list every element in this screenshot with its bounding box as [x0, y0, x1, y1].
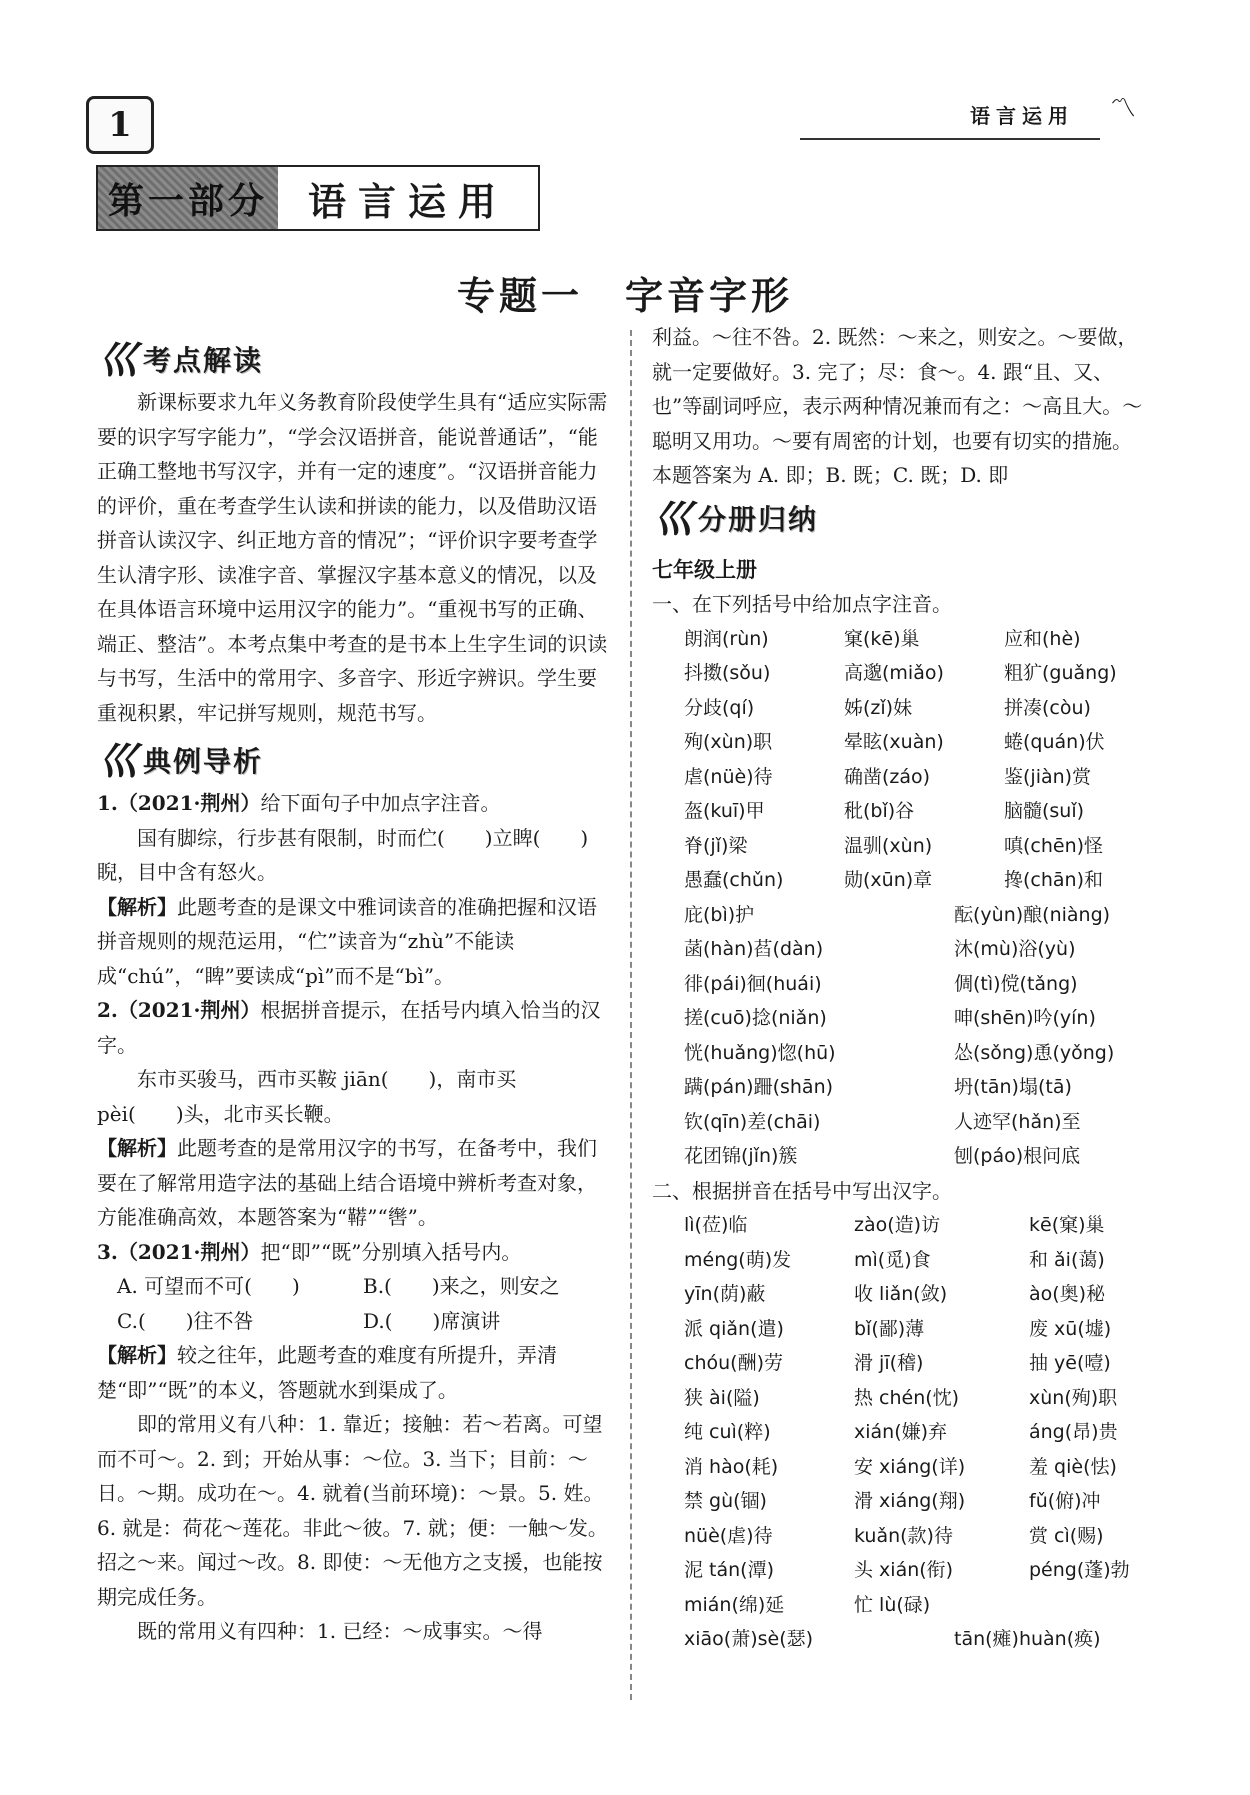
vocab-item: zào(造)访 [854, 1214, 941, 1236]
q2-word-grid-wide [652, 1622, 1157, 1657]
vocab-item: 滑 xiáng(翔) [854, 1490, 966, 1512]
part-title: 语言运用 [307, 178, 508, 224]
vocab-item: 分歧(qí) [684, 696, 755, 719]
vocab-item: mián(绵)延 [684, 1593, 785, 1616]
part-label: 第一部分 [98, 167, 278, 229]
vocab-item: 拼凑(còu) [1004, 696, 1091, 719]
vocab-item: 禁 gù(锢) [684, 1490, 767, 1512]
vocab-item: 脑髓(suǐ) [1004, 800, 1085, 822]
vocab-item: ào(奥)秘 [1029, 1283, 1106, 1305]
vocab-item: kē(窠)巢 [1029, 1214, 1105, 1236]
example-3-options-ab: A. 可望而不可( ) B.( )来之，则安之 [117, 1274, 560, 1298]
vocab-item: 泥 tán(潭) [684, 1559, 774, 1581]
vocab-item: xiāo(萧)sè(瑟) [684, 1628, 814, 1650]
vocab-item: 收 liǎn(敛) [854, 1283, 948, 1305]
q1-word-grid [652, 622, 1157, 898]
example-3-answer: 本题答案为 A. 即；B. 既；C. 既；D. 即 [652, 463, 1009, 487]
vocab-item: 安 xiáng(详) [854, 1455, 966, 1478]
vocab-item: 姊(zǐ)妹 [844, 696, 913, 719]
vocab-item: 废 xū(墟) [1029, 1317, 1112, 1340]
vocab-item: 呻(shēn)吟(yín) [954, 1007, 1096, 1029]
ji-meaning: 即的常用义有八种：1. 靠近；接触：若～若离。可望而不可～。2. 到；开始从事：～位。3. 当下；目前：～日。～期。成功在～。4. 就着(当前环境)：～景。5. 姓。6. 就是：荷花～莲花。非此～彼。7. 就；便：一触～发。招之～来。闻过～改。8. 即使：～无他方之支援，也能按期完成任务。 [97, 1412, 608, 1609]
vocab-item: 蹒(pán)跚(shān) [684, 1076, 834, 1098]
example-1-sentence: 国有脚综，行步甚有限制，时而伫( )立睥( )睨，目中含有怒火。 [97, 825, 589, 884]
vocab-item: 虐(nüè)待 [684, 765, 773, 788]
vocab-item: 殉(xùn)职 [684, 731, 773, 753]
vocab-item: 盔(kuī)甲 [684, 800, 765, 822]
vocab-item: 蜷(quán)伏 [1004, 731, 1105, 753]
vocab-item: 确凿(záo) [844, 765, 931, 788]
vocab-item: 嗔(chēn)怪 [1004, 834, 1104, 857]
header-rule [800, 138, 1100, 140]
vocab-item: 人迹罕(hǎn)至 [954, 1110, 1081, 1133]
vocab-item: 菡(hàn)萏(dàn) [684, 938, 824, 960]
section-header-fence: 巛 分册归纳 [652, 496, 819, 544]
vocab-item: 酝(yùn)酿(niàng) [954, 903, 1111, 926]
example-2-question: 2.（2021·荆州）根据拼音提示，在括号内填入恰当的汉字。 [97, 998, 601, 1057]
vocab-item: 派 qiǎn(遣) [684, 1317, 784, 1340]
vocab-item: 坍(tān)塌(tā) [954, 1076, 1072, 1098]
example-2-sentence: 东市买骏马，西市买鞍 jiān( )，南市买 pèi( )头，北市买长鞭。 [97, 1067, 517, 1126]
jiyi-meaning-start: 既的常用义有四种：1. 已经：～成事实。～得 [137, 1619, 543, 1643]
vocab-item: kuǎn(款)待 [854, 1524, 953, 1547]
page-number: 1 [108, 105, 132, 145]
vocab-item: lì(莅)临 [684, 1214, 748, 1236]
vocab-item: 纯 cuì(粹) [684, 1421, 771, 1443]
vocab-item: nüè(虐)待 [684, 1524, 773, 1547]
vocab-item: 粗犷(guǎng) [1004, 662, 1117, 684]
jiyi-meaning-continued: 利益。～往不咎。2. 既然：～来之，则安之。～要做，就一定要做好。3. 完了；尽：食～。4. 跟“且、又、也”等副词呼应，表示两种情况兼而有之：～高且大。～聪明又用功。～要有周密的计划，也要有切实的措施。 [652, 325, 1143, 453]
running-title: 语言运用 [970, 104, 1074, 128]
vocab-item: mì(觅)食 [854, 1248, 931, 1271]
topic-title: 专题一 字音字形 [456, 273, 793, 318]
example-3-options-cd: C.( )往不咎 D.( )席演讲 [117, 1308, 501, 1333]
vocab-item: 滑 jī(稽) [854, 1352, 924, 1374]
vocab-item: 庇(bì)护 [684, 903, 755, 926]
kaodian-paragraph: 新课标要求九年义务教育阶段使学生具有“适应实际需要的识字写字能力”，“学会汉语拼音，能说普通话”，“能正确工整地书写汉字，并有一定的速度”。“汉语拼音能力的评价，重在考查学生认读和拼读的能力，以及借助汉语拼音认读汉字、纠正地方音的情况”；“评价识字要考查学生认清字形、读准字音、掌握汉字基本意义的情况，以及在具体语言环境中运用汉字的能力”。“重视书写的正确、端正、整洁”。本考点集中考查的是书本上生字生词的识读与书写，生活中的常用字、多音字、形近字辨识。学生要重视积累，牢记拼写规则，规范书写。 [97, 390, 608, 725]
vocab-item: 花团锦(jǐn)簇 [684, 1145, 798, 1167]
vocab-item: 秕(bǐ)谷 [844, 800, 915, 822]
vocab-item: 高邈(miǎo) [844, 662, 944, 684]
vocab-item [1029, 1588, 1189, 1623]
question-2-prompt: 二、根据拼音在括号中写出汉字。 [652, 1178, 952, 1203]
vocab-item: 忙 lù(碌) [854, 1593, 931, 1616]
vocab-item: 愚蠢(chǔn) [684, 869, 784, 891]
example-3-question: 3.（2021·荆州）把“即”“既”分别填入括号内。 [97, 1239, 522, 1264]
section-mark-icon: 巛 [652, 496, 692, 544]
section-mark-icon: 巛 [97, 336, 137, 384]
vocab-item: 沐(mù)浴(yù) [954, 938, 1076, 960]
q1-word-grid-wide [652, 898, 1157, 1174]
vocab-item: tān(瘫)huàn(痪) [954, 1628, 1101, 1650]
bird-decoration-icon: 〽 [1110, 94, 1137, 124]
vocab-item: 赏 cì(赐) [1029, 1524, 1104, 1547]
vocab-item: 倜(tì)傥(tǎng) [954, 972, 1078, 995]
vocab-item: péng(蓬)勃 [1029, 1559, 1130, 1581]
vocab-item: 朗润(rùn) [684, 627, 769, 650]
section-header-kaodian: 巛 考点解读 [97, 336, 264, 384]
example-1-question: 1.（2021·荆州）给下面句子中加点字注音。 [97, 791, 501, 815]
example-3-analysis: 【解析】较之往年，此题考查的难度有所提升，弄清楚“即”“既”的本义，答题就水到渠成了。 [97, 1343, 557, 1402]
vocab-item: 热 chén(忱) [854, 1386, 960, 1409]
vocab-item: chóu(酬)劳 [684, 1352, 783, 1374]
vocab-item: 怂(sǒng)恿(yǒng) [954, 1041, 1115, 1064]
vocab-item: fǔ(俯)冲 [1029, 1490, 1101, 1512]
vocab-item: 温驯(xùn) [844, 834, 933, 857]
vocab-item: 窠(kē)巢 [844, 627, 920, 650]
vocab-item: 徘(pái)徊(huái) [684, 972, 822, 995]
right-column [652, 320, 1157, 1657]
section-header-dianli: 巛 典例导析 [97, 737, 264, 785]
vocab-item: 消 hào(耗) [684, 1455, 779, 1478]
vocab-item: 抽 yē(噎) [1029, 1352, 1111, 1374]
vocab-item: 应和(hè) [1004, 627, 1081, 650]
q2-word-grid [652, 1208, 1157, 1622]
vocab-item: 头 xián(衔) [854, 1559, 954, 1581]
vocab-item: xùn(殉)职 [1029, 1386, 1118, 1409]
vocab-item: 羞 qiè(怯) [1029, 1455, 1117, 1478]
vocab-item: 脊(jǐ)梁 [684, 834, 748, 857]
vocab-item: 刨(páo)根问底 [954, 1145, 1081, 1167]
section-mark-icon: 巛 [97, 737, 137, 785]
vocab-item: 鉴(jiàn)赏 [1004, 765, 1092, 788]
vocab-item: 钦(qīn)差(chāi) [684, 1110, 821, 1133]
grade-heading: 七年级上册 [652, 556, 757, 582]
vocab-item: 抖擞(sǒu) [684, 662, 771, 684]
question-1-prompt: 一、在下列括号中给加点字注音。 [652, 592, 952, 616]
vocab-item: 搀(chān)和 [1004, 869, 1103, 891]
vocab-item: 勋(xūn)章 [844, 869, 933, 891]
vocab-item: yīn(荫)蔽 [684, 1283, 766, 1305]
column-divider [630, 330, 632, 1700]
vocab-item: 和 ǎi(蔼) [1029, 1248, 1105, 1271]
vocab-item: 搓(cuō)捻(niǎn) [684, 1007, 827, 1029]
vocab-item: xián(嫌)弃 [854, 1421, 948, 1443]
vocab-item: 恍(huǎng)惚(hū) [684, 1041, 836, 1064]
left-column [97, 337, 609, 1649]
vocab-item: bǐ(鄙)薄 [854, 1317, 925, 1340]
vocab-item: 晕眩(xuàn) [844, 731, 944, 753]
example-2-analysis: 【解析】此题考查的是常用汉字的书写，在备考中，我们要在了解常用造字法的基础上结合语境中辨析考查对象，方能准确高效，本题答案为“鞯”“辔”。 [97, 1136, 597, 1229]
vocab-item: méng(萌)发 [684, 1248, 792, 1271]
example-1-analysis: 【解析】此题考查的是课文中雅词读音的准确把握和汉语拼音规则的规范运用，“伫”读音为“zhù”不能读成“chú”，“睥”要读成“pì”而不是“bì”。 [97, 894, 597, 988]
page-number-badge [86, 96, 154, 154]
vocab-item: áng(昂)贵 [1029, 1421, 1118, 1443]
vocab-item: 狭 ài(隘) [684, 1386, 760, 1409]
part-banner [96, 165, 540, 231]
